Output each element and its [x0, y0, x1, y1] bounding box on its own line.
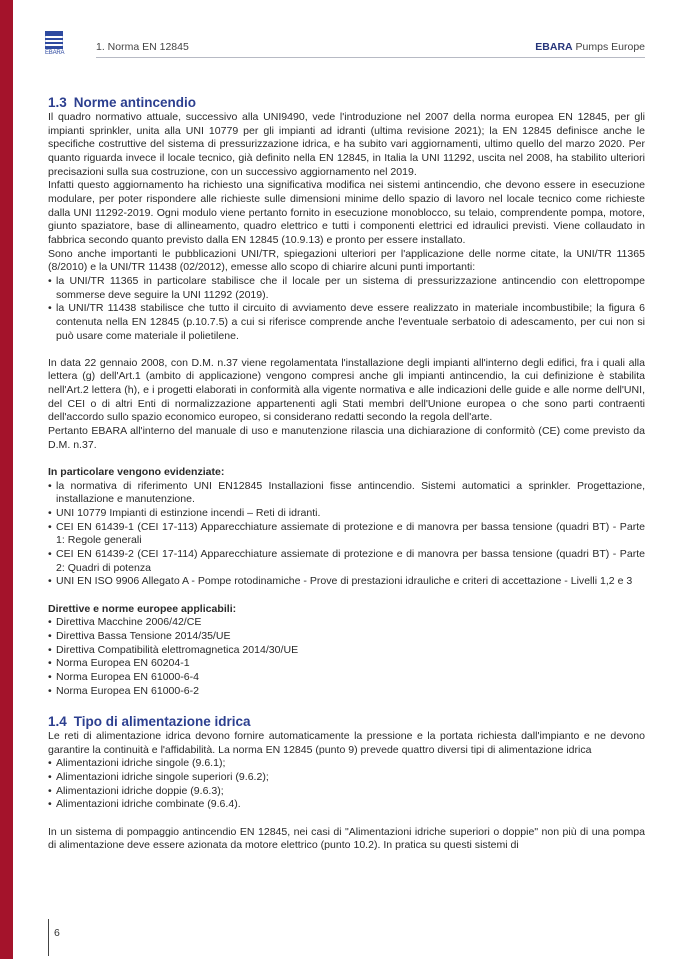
page-content	[48, 95, 645, 853]
header-divider	[96, 57, 645, 58]
list-item: • Norma Europea EN 61000-6-2	[48, 685, 645, 699]
paragraph: Infatti questo aggiornamento ha richiesto una significativa modifica nei sistemi antincendio, che devono essere in esecuzione modulare, per poter rispondere alle richieste sulle dimensioni minime dello spazio di lavoro nel locale tecnico come richieste dalla UNI 11292-2019. Ogni modulo viene pertanto fornito in esecuzione monoblocco, su telaio, comprendente pompa, motore, giunto spaziatore, base di allineamento, quadro elettrico e tutti i componenti elettrici ed idraulici previsti. Viene collaudato in fabbrica secondo quanto previsto dalla EN 12845 (10.9.13) e pronto per essere installato.	[48, 179, 645, 246]
list-item: • Norma Europea EN 61000-6-4	[48, 671, 645, 685]
list-item: • Norma Europea EN 60204-1	[48, 657, 645, 671]
paragraph: In un sistema di pompaggio antincendio EN 12845, nei casi di "Alimentazioni idriche superiori o doppie" non più di una pompa di alimentazione deve essere azionata da motore elettrico (punto 10.2). In pratica su questi sistemi di	[48, 825, 645, 852]
list-item: • Direttiva Bassa Tensione 2014/35/UE	[48, 630, 645, 644]
bullet-list	[48, 480, 645, 589]
subheading: Direttive e norme europee applicabili:	[48, 602, 237, 615]
list-item: • Alimentazioni idriche doppie (9.6.3);	[48, 785, 645, 799]
ebara-logo	[45, 31, 63, 56]
section-heading-1-4	[48, 714, 645, 730]
section-number: 1.4	[48, 714, 67, 730]
list-item: • UNI EN ISO 9906 Allegato A - Pompe rotodinamiche - Prove di prestazioni idrauliche e criteri di accettazione - Livelli 1,2 e 3	[48, 575, 645, 589]
list-item: • Alimentazioni idriche singole (9.6.1);	[48, 757, 645, 771]
paragraph: Il quadro normativo attuale, successivo alla UNI9490, vede l'introduzione nel 2007 della norma europea EN 12845, per gli impianti sprinkler, unita alla UNI 10779 per gli impianti ad idranti (ultima revisione 2021); la EN 12845 definisce anche le specifiche costruttive del sistema di pressurizzazione idrica, e ha subito vari aggiornamenti, ultimo quello del marzo 2020. Per quanto riguarda invece il locale tecnico, già definito nella EN 12845, in Italia la UNI 11292, uscita nel 2008, ha stabilito ulteriori precisazioni sulla sua costruzione, con un successivo aggiornamento nel 2019.	[48, 111, 645, 178]
bullet-list	[48, 757, 645, 812]
paragraph: Sono anche importanti le pubblicazioni UNI/TR, spiegazioni ulteriori per l'applicazione delle norme citate, la UNI/TR 11365 (8/2010) e la UNI/TR 11438 (02/2012), emesse allo scopo di chiarire alcuni punti importanti:	[48, 247, 645, 274]
brand-rest: Pumps Europe	[572, 41, 645, 53]
bullet-list	[48, 616, 645, 698]
section-title: Norme antincendio	[73, 95, 197, 110]
list-item: • Direttiva Macchine 2006/42/CE	[48, 616, 645, 630]
list-item: • Alimentazioni idriche combinate (9.6.4).	[48, 798, 645, 812]
list-item: • CEI EN 61439-1 (CEI 17-113) Apparecchiature assiemate di protezione e di manovra per bassa tensione (quadri BT) - Parte 1: Regole generali	[48, 521, 645, 548]
chapter-title: 1. Norma EN 12845	[96, 41, 189, 53]
section-title: Tipo di alimentazione idrica	[73, 714, 251, 730]
paragraph: In data 22 gennaio 2008, con D.M. n.37 viene regolamentata l'installazione degli impianti all'interno degli edifici, fra i quali alla lettera (g) dell'Art.1 (ambito di applicazione) vengono compresi anche gli impianti antincendio, la cui definizione è stabilita nell'Art.2 lettera (h), e i progetti elaborati in conformità alla vigente normativa e alle indicazioni delle guide e alle norme dell'UNI, del CEI o di altri Enti di normalizzazione appartenenti agli Stati membri dell'Unione europea o che sono parti contraenti dell'accordo sullo spazio economico europeo, si considerano redatti secondo la regola dell'arte.	[48, 356, 645, 424]
paragraph: Le reti di alimentazione idrica devono fornire automaticamente la pressione e la portata richiesta dall'impianto e ne devono garantire la continuità e l'affidabilità. La norma EN 12845 (punto 9) prevede quattro diversi tipi di alimentazione idrica	[48, 730, 645, 756]
page-number-rule	[48, 919, 49, 956]
list-item: • la normativa di riferimento UNI EN12845 Installazioni fisse antincendio. Sistemi automatici a sprinkler. Progettazione, installazione e manutenzione.	[48, 480, 645, 507]
page-edge-bar	[0, 0, 13, 959]
brand-name	[535, 41, 645, 53]
logo-text: EBARA	[45, 50, 65, 56]
paragraph: Pertanto EBARA all'interno del manuale di uso e manutenzione rilascia una dichiarazione di conformitò (CE) come previsto da D.M. n.37.	[48, 425, 645, 451]
brand-bold: EBARA	[535, 41, 573, 53]
ebara-logo-icon	[45, 31, 63, 49]
list-item: • UNI 10779 Impianti di estinzione incendi – Reti di idranti.	[48, 507, 645, 521]
section-number: 1.3	[48, 95, 67, 110]
list-item: • Direttiva Compatibilità elettromagnetica 2014/30/UE	[48, 644, 645, 658]
section-heading-1-3	[48, 95, 645, 111]
list-item: • la UNI/TR 11365 in particolare stabilisce che il locale per un sistema di pressurizzazione antincendio con elettropompe sommerse deve seguire la UNI 11292 (2019).	[48, 275, 645, 302]
bullet-list	[48, 275, 645, 343]
list-item: • CEI EN 61439-2 (CEI 17-114) Apparecchiature assiemate di protezione e di manovra per bassa tensione (quadri BT) - Parte 2: Quadri di potenza	[48, 548, 645, 575]
list-item: • la UNI/TR 11438 stabilisce che tutto il circuito di avviamento deve essere realizzato in materiale incombustibile; la figura 6 contenuta nella EN 12845 (p.10.7.5) a cui si riferisce comprende anche l'eventuale serbatoio di adescamento, per cui non si può usare come materiale il polietilene.	[48, 302, 645, 343]
subheading: In particolare vengono evidenziate:	[48, 466, 225, 479]
list-item: • Alimentazioni idriche singole superiori (9.6.2);	[48, 771, 645, 785]
page-number: 6	[54, 927, 60, 939]
